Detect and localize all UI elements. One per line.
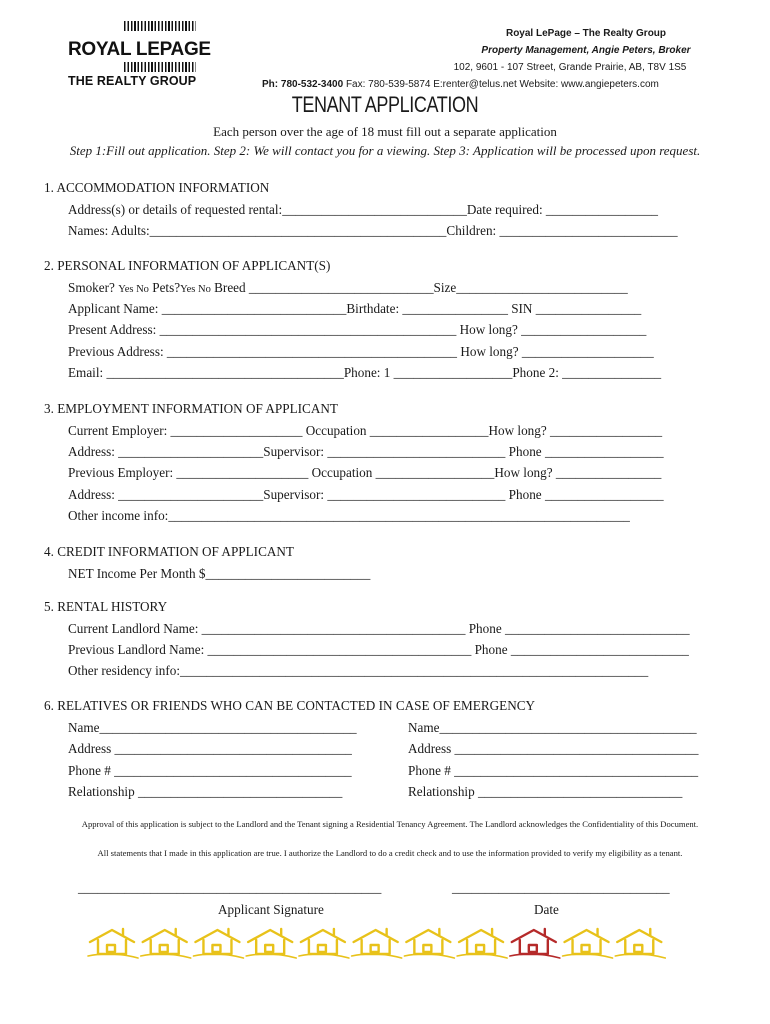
house-icon [510,929,560,958]
other-residency-field[interactable]: Other residency info:_______________________________________________________________________ [68,663,649,678]
current-employer-field[interactable]: Current Employer: ____________________ Occupation __________________How long? _________________ [68,423,663,438]
royal-lepage-logo [68,18,211,92]
statement-note: All statements that I made in this application are true. I authorize the Landlord to do a credit check and to use the information provided to verify my eligibility as a tenant. [97,848,683,858]
page-title: TENANT APPLICATION [291,92,479,117]
contact2-relationship-field[interactable]: Relationship _______________________________ [408,784,683,799]
signature-label: Applicant Signature [218,902,324,917]
current-landlord-field[interactable]: Current Landlord Name: ________________________________________ Phone ____________________________ [68,621,690,636]
approval-note: Approval of this application is subject to the Landlord and the Tenant signing a Residential Tenancy Agreement. The Landlord acknowledges the Confidentiality of this Document. [81,819,699,829]
contact-details: Fax: 780-539-5874 E:renter@telus.net Website: www.angiepeters.com [343,79,659,90]
other-income-field[interactable]: Other income info:______________________________________________________________________ [68,508,630,523]
section-5-heading: 5. RENTAL HISTORY [44,599,168,614]
house-icon [457,929,507,958]
house-icon [404,929,454,958]
steps-text: Step 1:Fill out application. Step 2: We will contact you for a viewing. Step 3: Application will be processed upon request. [69,143,701,158]
signature-line[interactable]: ______________________________________________ [78,880,382,895]
contact1-relationship-field[interactable]: Relationship _______________________________ [68,784,343,799]
house-row-decoration [86,924,666,964]
house-icon [193,929,243,958]
contact2-name-field[interactable]: Name_______________________________________ [408,720,697,735]
management-line: Property Management, Angie Peters, Broker [481,45,691,56]
date-line[interactable]: _________________________________ [452,880,670,895]
smoker-yes-no[interactable]: Yes No [118,284,149,295]
phone-number: Ph: 780-532-3400 [262,79,344,90]
breed-size-field[interactable]: Breed ____________________________Size__________________________ [214,280,628,295]
contact2-phone-field[interactable]: Phone # _____________________________________ [408,763,699,778]
applicant-name-field[interactable]: Applicant Name: ____________________________Birthdate: ________________ SIN ________________ [68,301,642,316]
present-address-field[interactable]: Present Address: _____________________________________________ How long? ___________________ [68,322,647,337]
contact2-address-field[interactable]: Address _____________________________________ [408,741,699,756]
logo-barcode-bottom [124,62,196,72]
contact1-phone-field[interactable]: Phone # ____________________________________ [68,763,352,778]
office-address: 102, 9601 - 107 Street, Grande Prairie, AB, T8V 1S5 [453,62,687,73]
house-icon [352,929,402,958]
contact-line [262,79,659,90]
intro-text: Each person over the age of 18 must fill out a separate application [213,124,557,139]
previous-employer-address-field[interactable]: Address: ______________________Supervisor: ___________________________ Phone __________________ [68,487,664,502]
pets-yes-no[interactable]: Yes No [180,284,211,295]
section-2-heading: 2. PERSONAL INFORMATION OF APPLICANT(S) [44,258,331,273]
logo-barcode-top [124,21,196,31]
contact1-address-field[interactable]: Address ____________________________________ [68,741,352,756]
net-income-field[interactable]: NET Income Per Month $_________________________ [68,566,371,581]
house-icon [299,929,349,958]
house-icon [141,929,191,958]
current-employer-address-field[interactable]: Address: ______________________Supervisor: ___________________________ Phone __________________ [68,444,664,459]
section-4-heading: 4. CREDIT INFORMATION OF APPLICANT [44,544,294,559]
house-icon [615,929,665,958]
house-icon [563,929,613,958]
previous-address-field[interactable]: Previous Address: ____________________________________________ How long? ____________________ [68,344,654,359]
house-icon [246,929,296,958]
email-phone-field[interactable]: Email: ____________________________________Phone: 1 __________________Phone 2: _______________ [68,365,662,380]
smoker-pets-breed-row[interactable] [68,280,628,296]
section-3-heading: 3. EMPLOYMENT INFORMATION OF APPLICANT [44,401,338,416]
section-1-heading: 1. ACCOMMODATION INFORMATION [44,180,270,195]
section-6-heading: 6. RELATIVES OR FRIENDS WHO CAN BE CONTACTED IN CASE OF EMERGENCY [44,698,536,713]
smoker-label: Smoker? [68,280,115,295]
pets-label: Pets? [152,280,181,295]
contact1-name-field[interactable]: Name_______________________________________ [68,720,357,735]
names-field[interactable]: Names: Adults:_____________________________________________Children: ___________________________ [68,223,678,238]
logo-line1: ROYAL LEPAGE [68,39,211,60]
logo-line2: THE REALTY GROUP [68,74,197,88]
previous-employer-field[interactable]: Previous Employer: ____________________ Occupation __________________How long? ________________ [68,465,662,480]
date-label: Date [534,902,559,917]
previous-landlord-field[interactable]: Previous Landlord Name: ________________________________________ Phone ___________________________ [68,642,689,657]
requested-rental-field[interactable]: Address(s) or details of requested rental:____________________________Date required: _________________ [68,202,659,217]
house-icon [88,929,138,958]
company-name: Royal LePage – The Realty Group [505,28,667,39]
